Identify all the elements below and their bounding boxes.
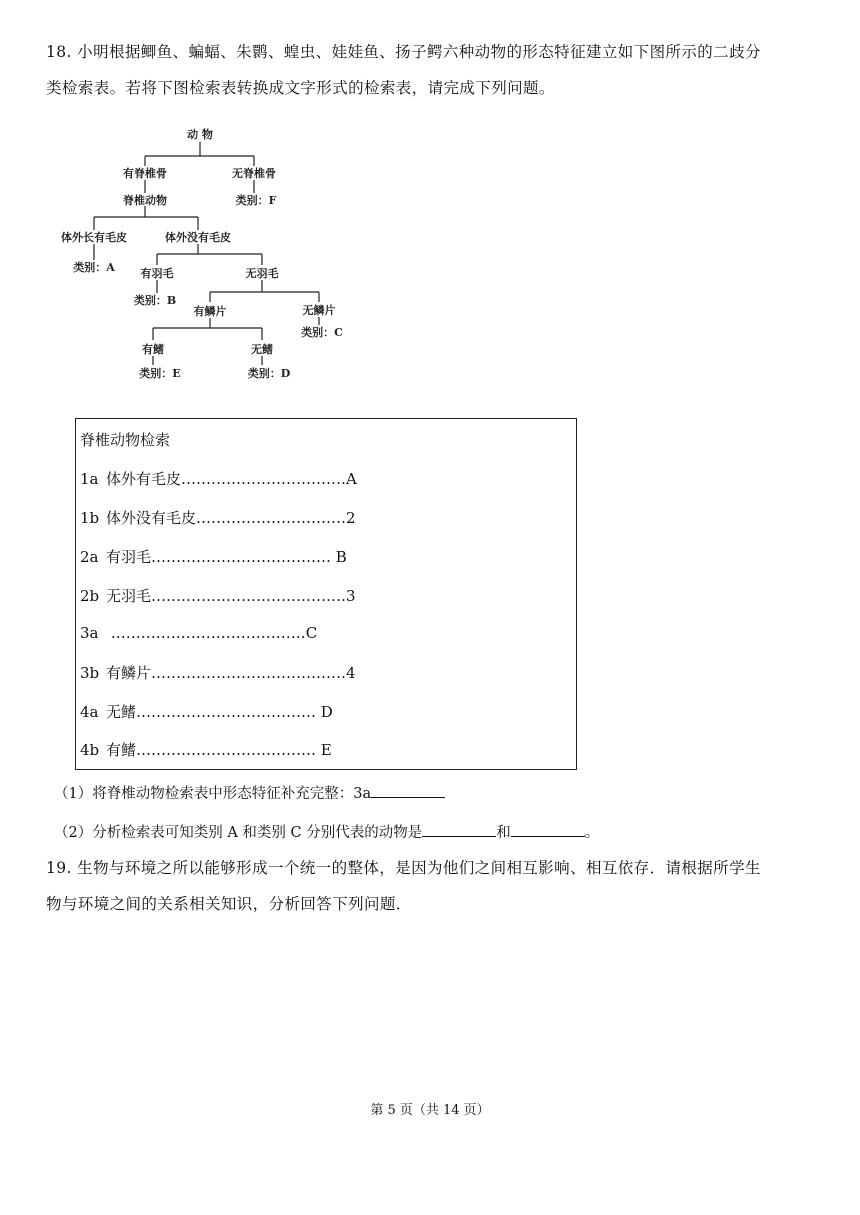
q2-text: （2）分析检索表可知类别 A 和类别 C 分别代表的动物是 <box>54 825 423 841</box>
tree-svg <box>48 120 378 390</box>
key-row <box>80 701 333 722</box>
key-text: 有鳍……………………………… E <box>106 741 332 759</box>
key-code: 2b <box>80 587 100 605</box>
key-code: 2a <box>80 548 99 566</box>
page-footer: 第 5 页（共 14 页） <box>370 1103 490 1118</box>
tree-node-no-feather: 无羽毛 <box>245 267 279 280</box>
key-row <box>80 468 357 489</box>
tree-node-class-b: 类别：B <box>133 294 177 307</box>
q2-end: 。 <box>584 825 600 841</box>
tree-node-no-fin: 无鳍 <box>251 343 273 356</box>
key-code: 1a <box>80 470 99 488</box>
tree-node-class-e: 类别：E <box>139 367 181 380</box>
key-row <box>80 546 347 567</box>
key-row <box>80 662 356 683</box>
tree-node-root: 动 物 <box>187 128 213 141</box>
tree-node-class-f: 类别：F <box>235 194 277 207</box>
key-row <box>80 507 356 528</box>
tree-node-fur: 体外长有毛皮 <box>61 231 127 244</box>
key-text: 有鳞片…………………………………4 <box>106 664 356 682</box>
key-text: 无羽毛…………………………………3 <box>106 587 356 605</box>
classification-tree-diagram <box>48 120 378 390</box>
question-19-line1: 19. 生物与环境之所以能够形成一个统一的整体，是因为他们之间相互影响、相互依存．请根据所学生 <box>46 859 761 877</box>
tree-node-fin: 有鳍 <box>142 343 164 356</box>
key-row <box>80 585 356 606</box>
q1-text: （1）将脊椎动物检索表中形态特征补充完整：3a <box>54 786 372 802</box>
q2-mid: 和 <box>496 825 511 841</box>
tree-node-feather: 有羽毛 <box>140 267 174 280</box>
tree-node-no-fur: 体外没有毛皮 <box>165 231 231 244</box>
q2-answer-blank-1 <box>422 822 496 837</box>
key-row <box>80 624 317 642</box>
question-18-part-1 <box>54 782 445 803</box>
vertebrate-key-table <box>75 418 577 770</box>
q1-answer-blank <box>371 783 445 798</box>
q2-answer-blank-2 <box>511 822 585 837</box>
key-text: 有羽毛……………………………… B <box>106 548 347 566</box>
tree-node-class-c: 类别：C <box>301 326 343 339</box>
key-text: …………………………………C <box>106 624 318 642</box>
question-18 <box>46 34 826 106</box>
question-19-line2: 物与环境之间的关系相关知识，分析回答下列问题． <box>46 895 412 913</box>
key-code: 3b <box>80 664 100 682</box>
key-title: 脊椎动物检索 <box>80 431 171 449</box>
tree-node-invertebrate: 无脊椎骨 <box>232 167 276 180</box>
question-18-line2: 类检索表。若将下图检索表转换成文字形式的检索表，请完成下列问题。 <box>46 79 555 97</box>
tree-node-vertebrate-animal: 脊椎动物 <box>123 194 167 207</box>
key-code: 4b <box>80 741 100 759</box>
question-18-part-2 <box>54 821 599 842</box>
key-text: 无鳍……………………………… D <box>106 703 333 721</box>
key-text: 体外没有毛皮…………………………2 <box>106 509 356 527</box>
tree-node-no-scale: 无鳞片 <box>302 304 336 317</box>
tree-node-class-d: 类别：D <box>247 367 291 380</box>
key-code: 1b <box>80 509 100 527</box>
key-text: 体外有毛皮……………………………A <box>106 470 357 488</box>
key-row <box>80 739 332 760</box>
key-code: 4a <box>80 703 99 721</box>
tree-node-class-a: 类别：A <box>73 261 115 274</box>
question-19 <box>46 850 826 922</box>
tree-node-vertebrate: 有脊椎骨 <box>123 167 167 180</box>
tree-node-scale: 有鳞片 <box>193 305 227 318</box>
key-code: 3a <box>80 624 99 642</box>
question-18-line1: 18. 小明根据鲫鱼、蝙蝠、朱鹮、蝗虫、娃娃鱼、扬子鳄六种动物的形态特征建立如下图所示的二歧分 <box>46 43 761 61</box>
